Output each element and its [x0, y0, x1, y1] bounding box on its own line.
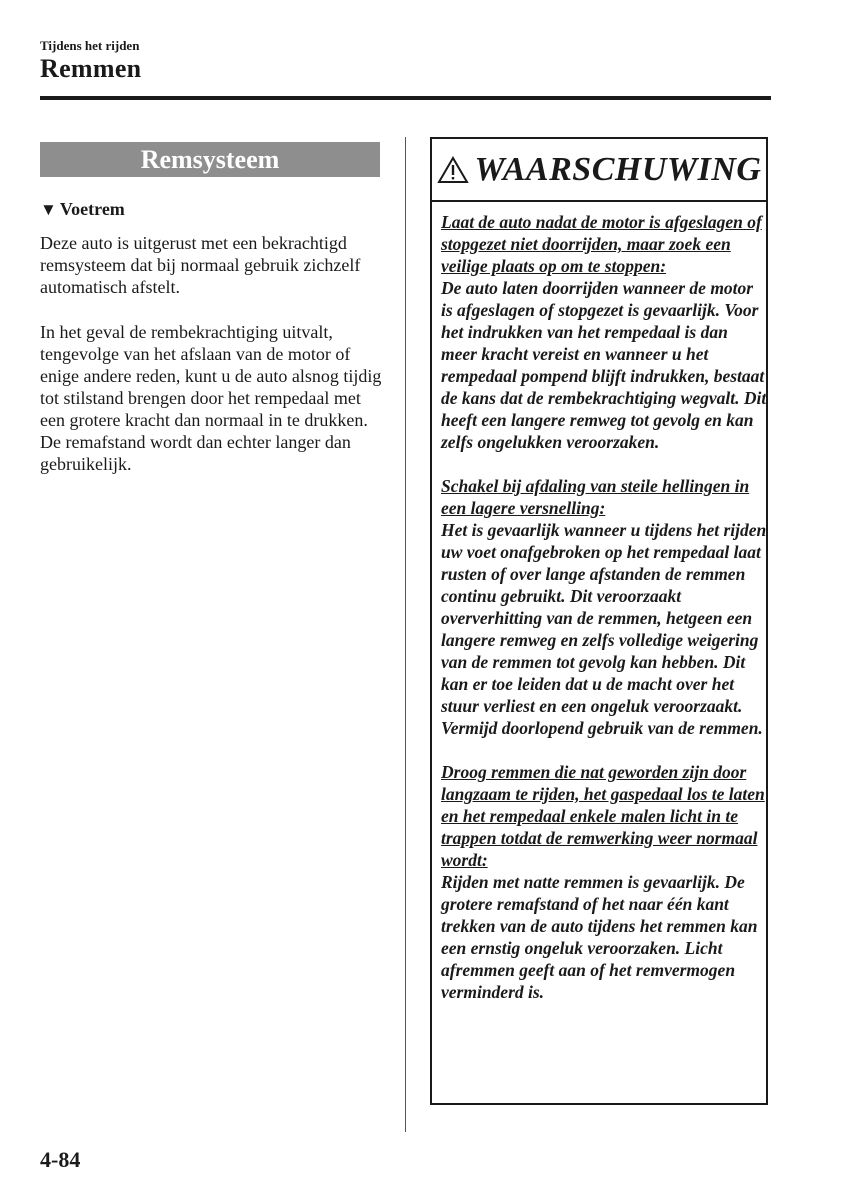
triangle-bullet-icon: ▼	[40, 200, 57, 219]
warning-header	[432, 139, 766, 202]
warning-triangle-icon	[437, 156, 469, 184]
warning-item-text: De auto laten doorrijden wanneer de motor is afgeslagen of stopgezet is gevaarlijk. Voor het indrukken van het rempedaal is dan meer kracht vereist en wanneer u het rempedaal pompend blijft indrukken, bestaat de kans dat de rembekrachtiging wegvalt. Dit heeft een langere remweg tot gevolg en kan zelfs ongelukken veroorzaken.	[441, 278, 767, 452]
warning-box	[430, 137, 768, 1105]
subheading-label: Voetrem	[59, 199, 125, 219]
warning-item-heading: Schakel bij afdaling van steile hellingen in een lagere versnelling:	[441, 476, 750, 518]
subheading	[40, 199, 125, 220]
header-divider	[40, 96, 771, 100]
body-paragraph: Deze auto is uitgerust met een bekrachtigd remsysteem dat bij normaal gebruik zichzelf automatisch afstelt.	[40, 233, 361, 297]
warning-body	[441, 211, 767, 1025]
warning-item-heading: Droog remmen die nat geworden zijn door langzaam te rijden, het gaspedaal los te laten en het rempedaal enkele malen licht in te trappen totdat de remwerking weer normaal wordt:	[441, 762, 765, 870]
warning-item	[441, 761, 767, 1003]
column-divider	[405, 137, 406, 1132]
warning-item-text: Rijden met natte remmen is gevaarlijk. De grotere remafstand of het naar één kant trekken van de auto tijdens het remmen kan een ernstig ongeluk veroorzaken. Licht afremmen geeft aan of het remvermogen verminderd is.	[441, 872, 758, 1002]
body-paragraph: In het geval de rembekrachtiging uitvalt, tengevolge van het afslaan van de motor of enige andere reden, kunt u de auto alsnog tijdig tot stilstand brengen door het rempedaal met een grotere kracht dan normaal in te drukken. De remafstand wordt dan echter langer dan gebruikelijk.	[40, 322, 382, 474]
page-number: 4-84	[40, 1147, 81, 1172]
page-title: Remmen	[40, 54, 142, 83]
breadcrumb: Tijdens het rijden	[40, 38, 140, 53]
warning-title: WAARSCHUWING	[474, 150, 762, 188]
section-title-banner: Remsysteem	[40, 142, 380, 177]
warning-item	[441, 475, 767, 739]
warning-item	[441, 211, 767, 453]
warning-item-text: Het is gevaarlijk wanneer u tijdens het rijden uw voet onafgebroken op het rempedaal laat rusten of over lange afstanden de remmen continu gebruikt. Dit veroorzaakt oververhitting van de remmen, hetgeen een langere remweg en zelfs volledige weigering van de remmen tot gevolg kan hebben. Dit kan er toe leiden dat u de macht over het stuur verliest en een ongeluk veroorzaakt. Vermijd doorlopend gebruik van de remmen.	[441, 520, 767, 738]
warning-item-heading: Laat de auto nadat de motor is afgeslagen of stopgezet niet doorrijden, maar zoek een veilige plaats op om te stoppen:	[441, 212, 762, 276]
